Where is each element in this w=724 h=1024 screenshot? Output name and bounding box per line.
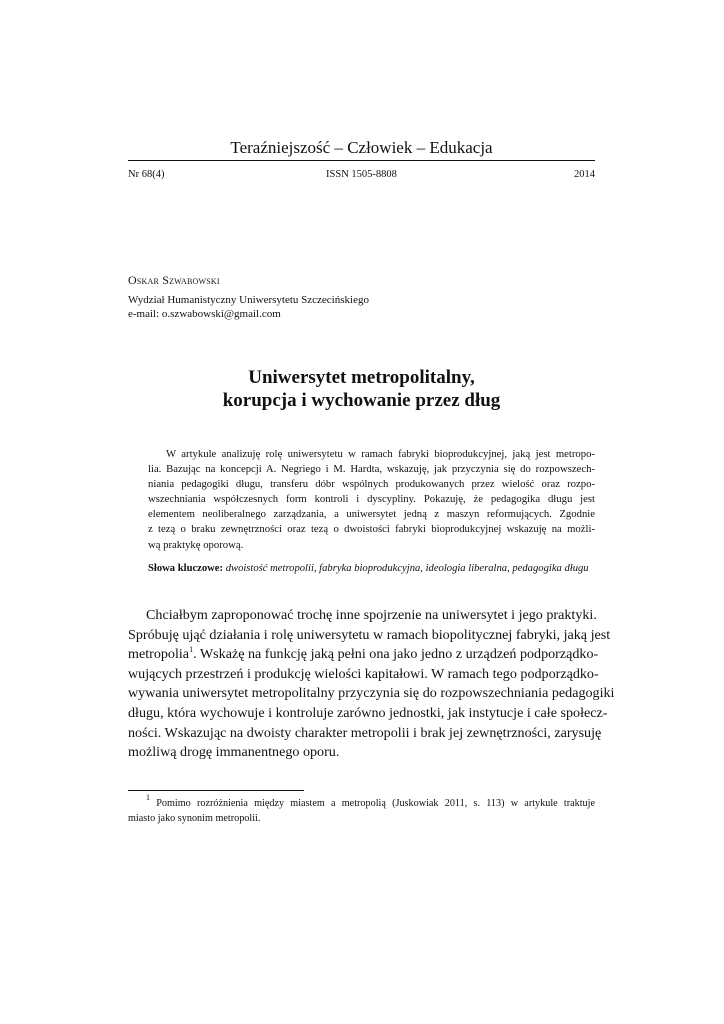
body-line: wywania uniwersytet metropolitalny przyczynia się do rozpowszechniania pedagogiki — [128, 685, 615, 702]
abstract-line: W artykule analizuję rolę uniwersytetu w ramach fabryki bioprodukcyjnej, jaką jest metropo- — [166, 448, 595, 460]
issue-number: Nr 68(4) — [128, 169, 165, 180]
footnote-rule — [128, 790, 304, 791]
article-title-line: Uniwersytet metropolitalny, — [248, 367, 475, 388]
abstract-line: z tezą o braku zewnętrzności oraz tezą o dwoistości fabryki bioprodukcyjnej wskazuję na możli- — [148, 523, 595, 536]
body-line: możliwą drogę immanentnego oporu. — [128, 744, 340, 761]
footnote-text: Pomimo rozróżnienia między miastem a metropolią (Juskowiak 2011, s. 113) w artykule traktuje — [156, 798, 596, 809]
publication-year: 2014 — [574, 169, 595, 180]
body-text-fragment: . Wskażę na funkcję jaką pełni ona jako jedno z urządzeń podporządko- — [193, 646, 599, 663]
abstract-line: elementem neoliberalnego zarządzania, a uniwersytet jedną z maszyn reformujących. Zgodnie — [148, 508, 595, 521]
abstract-line: niania pedagogiki długu, transferu dóbr wspólnych produkowanych przez wielość oraz rozpo- — [148, 478, 595, 491]
body-line: Spróbuję ująć działania i rolę uniwersytetu w ramach biopolitycznej fabryki, jaką jest — [128, 626, 611, 643]
footnote — [128, 793, 596, 826]
abstract-line: wszechniania współczesnych form kontroli i dyscypliny. Pokazuję, że pedagogika długu jest — [148, 493, 595, 506]
keywords-text: dwoistość metropolii, fabryka bioprodukcyjna, ideologia liberalna, pedagogika długu — [225, 563, 589, 574]
author-email: e-mail: o.szwabowski@gmail.com — [128, 308, 281, 320]
abstract-line: lia. Bazując na koncepcji A. Negriego i M. Hardta, wskazuję, jak przyczynia się do rozpowszech- — [148, 463, 595, 476]
author-affiliation: Wydział Humanistyczny Uniwersytetu Szczecińskiego — [128, 294, 369, 306]
abstract-line: wą praktykę oporową. — [148, 538, 244, 551]
body-line: Chciałbym zaproponować trochę inne spojrzenie na uniwersytet i jego praktyki. — [146, 607, 597, 623]
footnote-reference[interactable]: 1 — [189, 645, 194, 655]
body-line: wujących przestrzeń i produkcję wielości kapitałowi. W ramach tego podporządko- — [128, 665, 599, 682]
body-line: długu, która wychowuje i kontroluje zarówno jednostki, jak instytucje i całe społecz- — [128, 704, 608, 721]
body-line — [128, 645, 599, 665]
footnote-line — [128, 793, 596, 812]
keywords-label: Słowa kluczowe: — [148, 563, 224, 574]
header-rule — [128, 160, 595, 161]
author-name: Oskar Szwabowski — [128, 273, 220, 287]
keywords — [148, 562, 595, 576]
abstract — [148, 447, 595, 553]
footnote-number: 1 — [146, 793, 150, 802]
article-title — [128, 366, 595, 412]
body-line: ności. Wskazując na dwoisty charakter metropolii i brak jej zewnętrzności, zarysuję — [128, 724, 602, 741]
journal-title: Teraźniejszość – Człowiek – Edukacja — [230, 138, 493, 157]
body-text-fragment: metropolia — [128, 646, 190, 663]
article-title-line: korupcja i wychowanie przez dług — [222, 390, 501, 411]
issn: ISSN 1505-8808 — [326, 169, 397, 180]
footnote-line: miasto jako synonim metropolii. — [128, 812, 261, 824]
body-paragraph — [128, 606, 615, 763]
